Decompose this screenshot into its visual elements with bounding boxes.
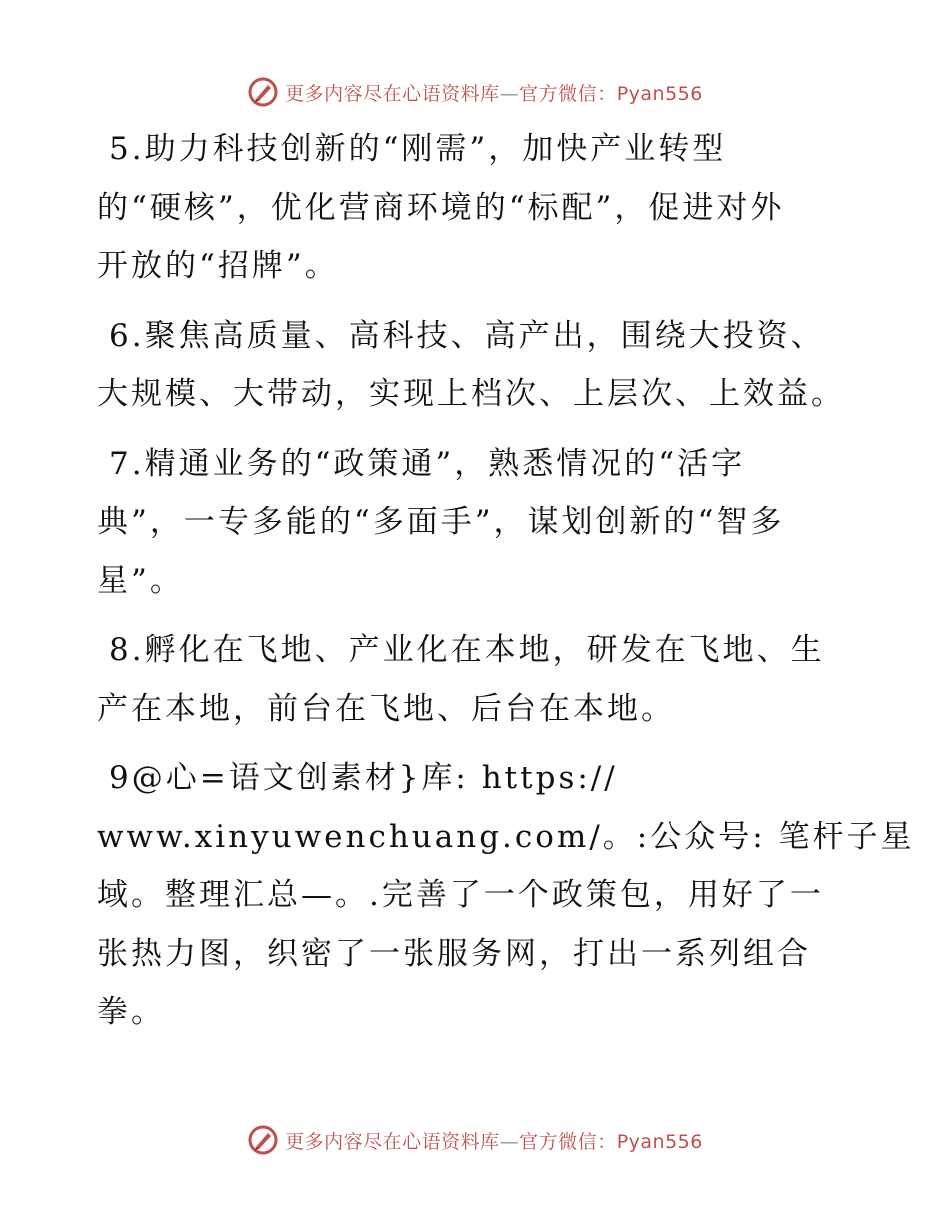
header-banner-text: [285, 79, 703, 106]
paragraph-line: 的“硬核”，优化营商环境的“标配”，促进对外: [97, 189, 785, 226]
header-banner-title: 更多内容尽在心语资料库: [285, 82, 500, 105]
paragraph-line: 7.精通业务的“政策通”，熟悉情况的“活字: [109, 445, 746, 482]
paragraph-line: 产在本地，前台在飞地、后台在本地。: [97, 690, 675, 727]
footer-banner-title: 更多内容尽在心语资料库: [285, 1130, 500, 1153]
paragraph-line: 5.助力科技创新的“刚需”，加快产业转型: [109, 131, 727, 167]
paragraph-line: 6.聚焦高质量、高科技、高产出，围绕大投资、: [109, 317, 825, 354]
paragraph-line: 大规模、大带动，实现上档次、上层次、上效益。: [97, 376, 845, 412]
footer-banner-official: 官方微信：: [519, 1130, 617, 1153]
pen-logo-icon: [247, 76, 279, 108]
paragraph-8: [97, 621, 857, 738]
paragraph-9: [97, 749, 915, 1042]
paragraph-line: 开放的“招牌”。: [97, 248, 339, 284]
paragraph-5: [97, 120, 857, 296]
paragraph-6: [97, 307, 857, 424]
pen-logo-icon: [247, 1124, 279, 1156]
footer-banner-wechat: Pyan556: [616, 1130, 703, 1153]
header-banner: [0, 72, 950, 112]
paragraph-7: [97, 435, 857, 611]
paragraph-line: 典”，一专多能的“多面手”，谋划创新的“智多: [97, 504, 785, 540]
paragraph-line: 8.孵化在飞地、产业化在本地，研发在飞地、生: [109, 632, 825, 668]
header-banner-wechat: Pyan556: [616, 82, 703, 105]
footer-banner-separator: —: [499, 1130, 520, 1153]
paragraph-line: 星”。: [97, 562, 184, 599]
footer-banner-text: [285, 1127, 703, 1154]
header-banner-official: 官方微信：: [519, 82, 617, 105]
paragraph-line: 9@心=语文创素材}库: https://: [109, 760, 618, 796]
paragraph-line: www.xinyuwenchuang.com/。:公众号: 笔杆子星: [97, 818, 915, 855]
paragraph-line: 拳。: [97, 994, 165, 1030]
document-body: [97, 120, 915, 1042]
paragraph-line: 域。整理汇总—。.完善了一个政策包，用好了一: [97, 877, 824, 913]
footer-banner: [0, 1120, 950, 1160]
header-banner-separator: —: [499, 82, 520, 105]
paragraph-line: 张热力图，织密了一张服务网，打出一系列组合: [97, 935, 811, 972]
